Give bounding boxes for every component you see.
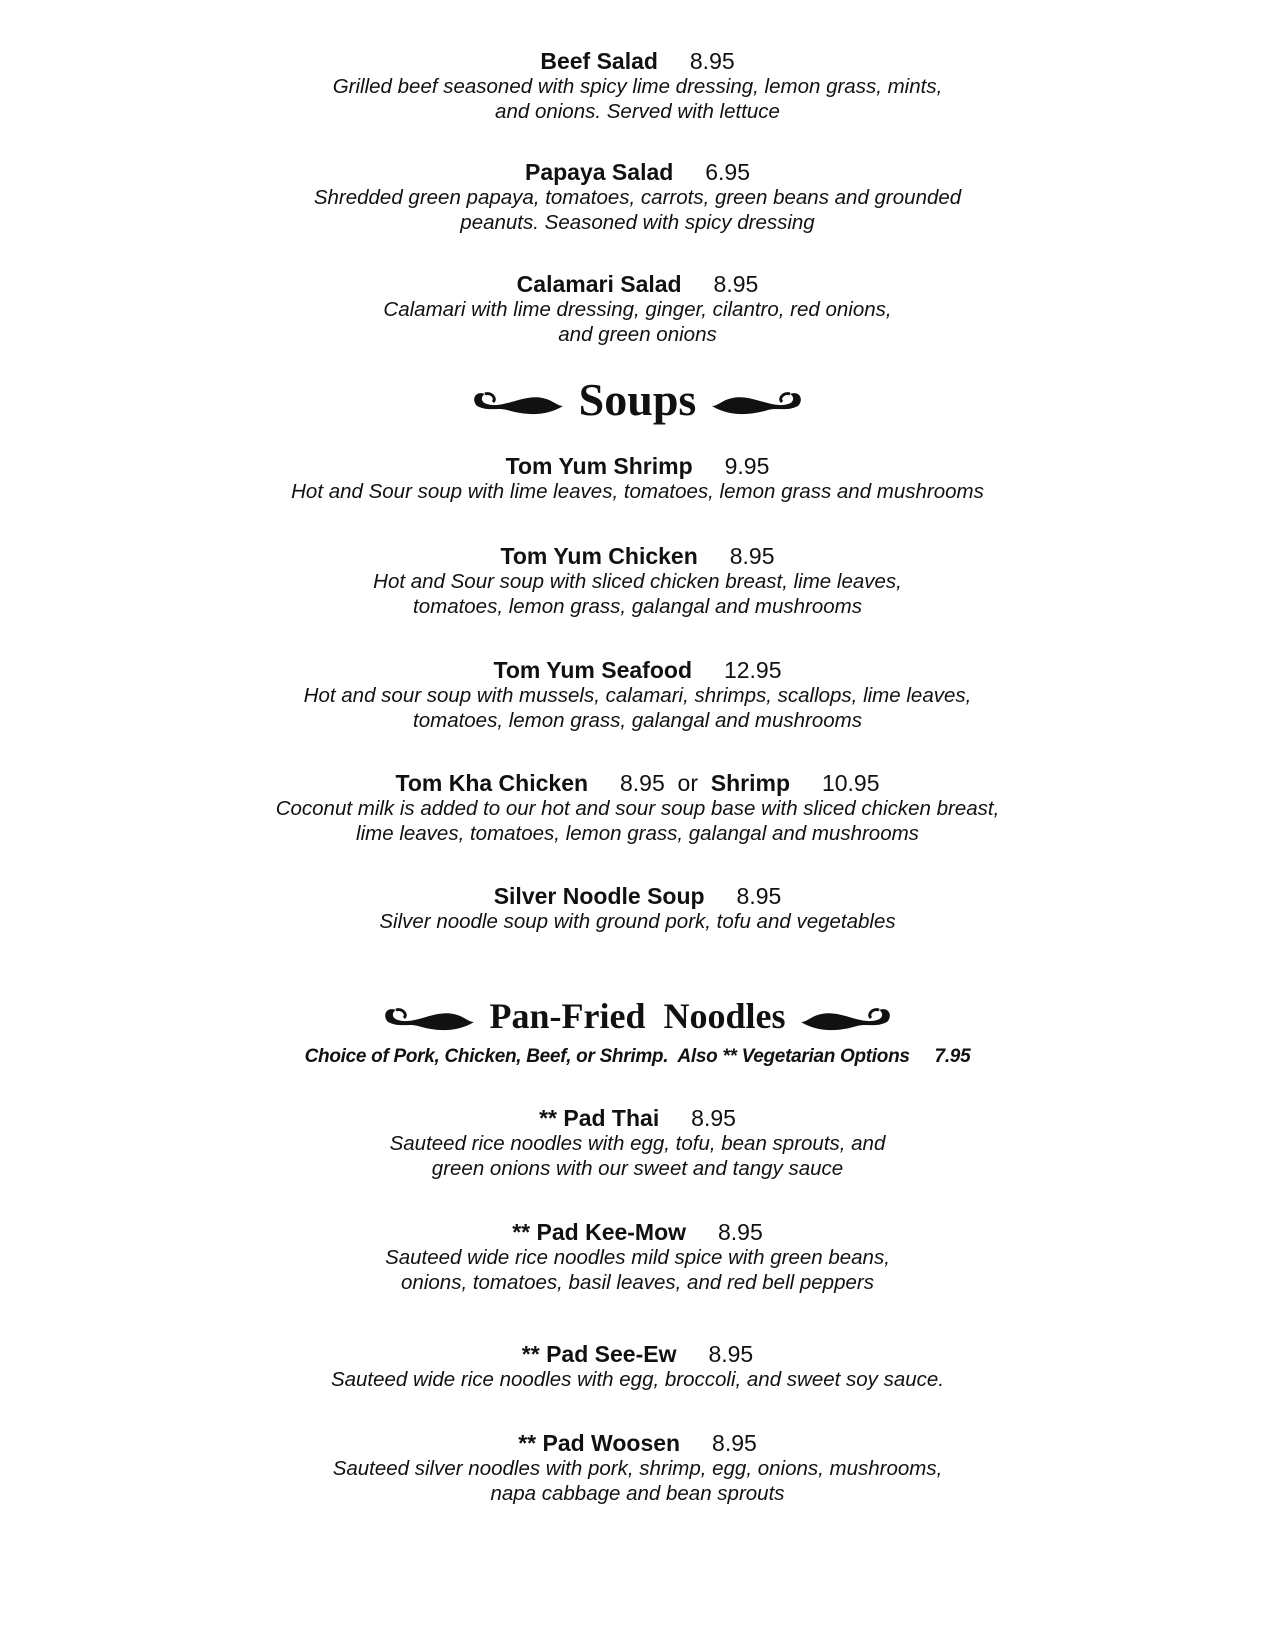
item-price: 8.95 (713, 271, 759, 297)
item-price: 8.95 (708, 1341, 754, 1367)
item-price: 9.95 (724, 453, 770, 479)
item-price: 8.95 (718, 1219, 763, 1245)
item-description: onions, tomatoes, basil leaves, and red bell peppers (401, 1271, 874, 1294)
item-name: Beef Salad (540, 48, 658, 74)
item-price: 8.95 (736, 883, 782, 909)
item-price: 8.95 (691, 1105, 736, 1131)
item-or: or (677, 770, 698, 796)
item-name-alt: Shrimp (710, 770, 790, 796)
item-description: tomatoes, lemon grass, galangal and mushrooms (413, 595, 862, 618)
menu-item-pad-woosen (0, 1430, 1275, 1506)
item-name: Tom Kha Chicken (395, 770, 589, 796)
menu-item-pad-kee-mow (0, 1219, 1275, 1295)
item-price: 6.95 (705, 159, 751, 185)
left-swirl-ornament (378, 998, 476, 1034)
item-description: Hot and sour soup with mussels, calamari, shrimps, scallops, lime leaves, (303, 684, 972, 707)
item-name: Calamari Salad (516, 271, 682, 297)
item-name: ** Pad Woosen (518, 1430, 681, 1456)
item-description: Sauteed rice noodles with egg, tofu, bean sprouts, and (389, 1132, 886, 1155)
item-description: Sauteed wide rice noodles mild spice with green beans, (385, 1246, 890, 1269)
menu-item-silver-noodle-soup (0, 883, 1275, 934)
item-description: lime leaves, tomatoes, lemon grass, galangal and mushrooms (356, 822, 919, 845)
menu-item-tom-yum-shrimp (0, 453, 1275, 504)
right-swirl-ornament (710, 382, 808, 418)
item-name: ** Pad See-Ew (521, 1341, 677, 1367)
item-name: Papaya Salad (524, 159, 674, 185)
menu-item-pad-thai (0, 1105, 1275, 1181)
menu-item-tom-kha (0, 770, 1275, 846)
item-name: Tom Yum Shrimp (505, 453, 693, 479)
item-description: and green onions (558, 323, 717, 346)
item-description: Silver noodle soup with ground pork, tofu and vegetables (379, 910, 896, 933)
item-description: green onions with our sweet and tangy sauce (431, 1157, 844, 1180)
menu-item-tom-yum-chicken (0, 543, 1275, 619)
item-name: Silver Noodle Soup (493, 883, 705, 909)
item-description: Hot and Sour soup with lime leaves, tomatoes, lemon grass and mushrooms (291, 480, 984, 503)
menu-item-pad-see-ew (0, 1341, 1275, 1392)
item-name: Tom Yum Chicken (500, 543, 698, 569)
menu-item-calamari-salad (0, 271, 1275, 347)
menu-item-papaya-salad (0, 159, 1275, 235)
item-description: Sauteed silver noodles with pork, shrimp, egg, onions, mushrooms, (332, 1457, 943, 1480)
item-description: and onions. Served with lettuce (495, 100, 780, 123)
item-description: Coconut milk is added to our hot and sour soup base with sliced chicken breast, (275, 797, 1000, 820)
item-name: Tom Yum Seafood (493, 657, 692, 683)
section-heading-soups (0, 370, 1275, 430)
item-description: Hot and Sour soup with sliced chicken breast, lime leaves, (373, 570, 902, 593)
item-price: 8.95 (729, 543, 775, 569)
item-description: Shredded green papaya, tomatoes, carrots, green beans and grounded (313, 186, 962, 209)
item-price: 12.95 (723, 657, 782, 683)
section-note: Choice of Pork, Chicken, Beef, or Shrimp. Also ** Vegetarian Options 7.95 (304, 1046, 971, 1067)
right-swirl-ornament (799, 998, 897, 1034)
item-price: 8.95 (619, 770, 665, 796)
menu-item-beef-salad (0, 48, 1275, 124)
item-description: Grilled beef seasoned with spicy lime dressing, lemon grass, mints, (332, 75, 943, 98)
item-price-alt: 10.95 (821, 770, 880, 796)
section-title: Pan-Fried Noodles (489, 996, 786, 1036)
item-description: peanuts. Seasoned with spicy dressing (460, 211, 815, 234)
section-heading-pan-fried-noodles (0, 988, 1275, 1044)
left-swirl-ornament (467, 382, 565, 418)
section-title: Soups (578, 374, 697, 425)
item-description: tomatoes, lemon grass, galangal and mushrooms (413, 709, 862, 732)
menu-item-tom-yum-seafood (0, 657, 1275, 733)
item-name: ** Pad Kee-Mow (512, 1219, 687, 1245)
item-name: ** Pad Thai (539, 1105, 660, 1131)
item-description: Calamari with lime dressing, ginger, cilantro, red onions, (383, 298, 892, 321)
item-price: 8.95 (712, 1430, 757, 1456)
item-price: 8.95 (689, 48, 735, 74)
item-description: Sauteed wide rice noodles with egg, broccoli, and sweet soy sauce. (330, 1368, 945, 1391)
item-description: napa cabbage and bean sprouts (490, 1482, 785, 1505)
